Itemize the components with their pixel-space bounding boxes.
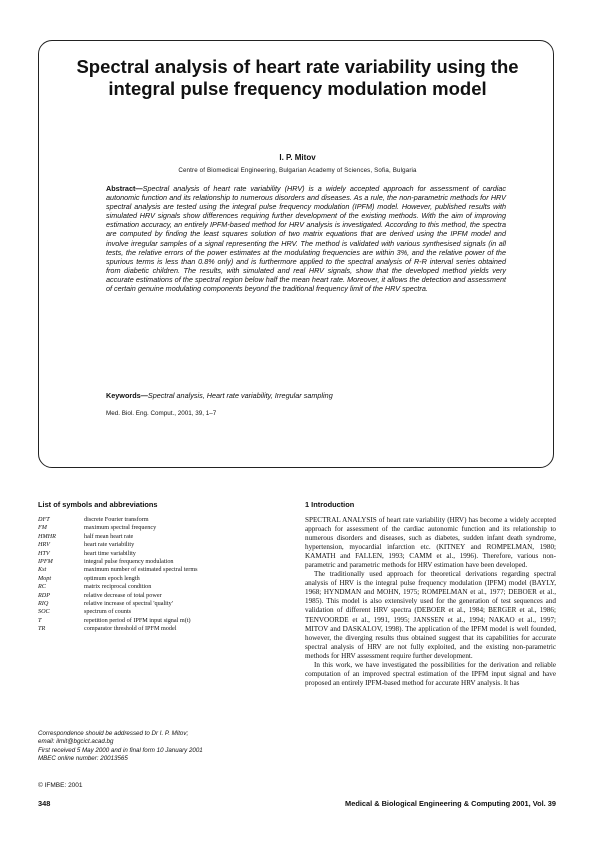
keywords-label: Keywords— (106, 391, 148, 400)
symbol-row (38, 583, 288, 591)
journal-footer: Medical & Biological Engineering & Computing 2001, Vol. 39 (345, 799, 556, 808)
correspondence-line: First received 5 May 2000 and in final form 10 January 2001 (38, 746, 203, 754)
symbol-row (38, 575, 288, 583)
symbol-definition: heart rate variability (84, 541, 135, 549)
symbol-definition: heart time variability (84, 549, 136, 557)
abstract-label: Abstract— (106, 184, 143, 193)
symbol-definition: repetition period of IPFM input signal m(t) (84, 616, 191, 624)
symbol-row (38, 550, 288, 558)
keywords-text: Spectral analysis, Heart rate variability, Irregular sampling (147, 391, 333, 400)
symbol-row (38, 566, 288, 574)
symbol-definition: relative increase of spectral 'quality' (84, 600, 173, 608)
symbol-definition: half mean heart rate (84, 532, 134, 540)
symbol-definition: maximum number of estimated spectral terms (84, 566, 198, 574)
intro-paragraph: In this work, we have investigated the possibilities for the derivation and reliable computation of an improved spectral estimation of the IPFM input signal and have proposed an entirely IPFM-based method for accurate HRV analysis. It has (305, 660, 556, 687)
symbol-definition: maximum spectral frequency (84, 524, 157, 532)
symbol-row (38, 608, 288, 616)
author: I. P. Mitov (279, 153, 316, 162)
symbol: HRV (38, 541, 50, 549)
correspondence-line: Correspondence should be addressed to Dr I. P. Mitov; (38, 730, 189, 737)
symbol: RIQ (38, 600, 49, 608)
symbol-definition: matrix reciprocal condition (84, 583, 152, 591)
symbol-row (38, 625, 288, 633)
symbol-definition: comparator threshold of IPFM model (84, 625, 177, 633)
symbol-definition: spectrum of counts (84, 608, 132, 616)
symbol: T (38, 616, 42, 624)
correspondence (38, 730, 288, 764)
intro-paragraph: The traditionally used approach for theoretical derivations regarding spectral analysis of HRV is the integral pulse frequency modulation (IPFM) model (BAYLY, 1968; HYNDMAN and MOHN, 1975; ROMPELMAN et al., 1977; DEBOER et al., 1985). This model is also extensively used for the generation of test sequences and validation of different HRV spectra (DEBOER et al., 1984; BERGER et al., 1986; TENVOORDE et al., 1991, 1995; JANSSEN et al., 1994; NAKAO et al., 1997; MITOV and DASKALOV, 1998). The application of the IPFM model is well founded, however, the diverging results thus obtained suggest that its capabilities for accurate spectral analysis of HRV are not fully exploited, and the existing non-parametric methods for HRV assessment require further development. (305, 570, 556, 660)
intro-paragraph: SPECTRAL ANALYSIS of heart rate variability (HRV) has become a widely accepted approach for assessment of the cardiac autonomic function and its relationship to numerous disorders and diseases, such as diabetes, sudden infant death syndrome, hypertension, myocardial infarction etc. (KITNEY and ROMPELMAN, 1980; KAMATH and FALLEN, 1993; CAMM et al., 1996). Therefore, various non-parametric and parametric methods for HRV estimation have been developed. (305, 516, 556, 570)
symbol: Mopt (38, 574, 52, 582)
intro-body (305, 516, 556, 688)
symbols-heading: List of symbols and abbreviations (38, 500, 158, 509)
symbol-row (38, 524, 288, 532)
abstract (106, 184, 506, 293)
symbol-row (38, 541, 288, 549)
abstract-text: Spectral analysis of heart rate variability (HRV) is a widely accepted approach for assessment of cardiac autonomic function and its relationship to numerous disorders and diseases. As a rule, the non-parametric methods for HRV spectral analysis are tested using the integral pulse frequency modulation (IPFM) model. However, published results with simulated HRV signals show differences requiring further development of the existing methods. With the aim of improving estimation accuracy, an entirely IPFM-based method for HRV analysis is investigated. According to this method, the spectra are computed by finding the least squares solution of two matrix equations that are derived using the IPFM model and involve irregular samples of a signal representing the HRV. The method is validated with various synthesised signals (in all tests, the relative errors of the power estimates at the modulating frequencies are within 3%, and the relative power of the spurious terms is less than 0.8% only) and is furthermore applied to the spectral analysis of R-R interval series obtained from diabetic children. The results, with simulated and real HRV signals, show that the developed method yields very accurate estimations of the spectral region below half the mean heart rate. Moreover, it allows the detection and assessment of certain genuine modulating components beyond the traditional frequency limit of the HRV spectra. (106, 184, 506, 294)
symbol: Kst (38, 566, 47, 574)
symbols-table (38, 516, 288, 634)
symbol-row (38, 600, 288, 608)
symbol-definition: optimum epoch length (84, 574, 140, 582)
symbol: HTV (38, 549, 50, 557)
correspondence-line: MBEC online number: 20013565 (38, 755, 128, 763)
keywords (106, 391, 506, 400)
symbol: RC (38, 583, 46, 591)
symbol: FM (38, 524, 47, 532)
symbol-row (38, 533, 288, 541)
symbol: RDP (38, 591, 51, 599)
copyright: © IFMBE: 2001 (38, 782, 83, 789)
symbol-row (38, 558, 288, 566)
symbol: TR (38, 625, 46, 633)
email[interactable]: email: ilmit@bgcict.acad.bg (38, 738, 114, 746)
symbol: DFT (38, 516, 50, 523)
affiliation: Centre of Biomedical Engineering, Bulgarian Academy of Sciences, Sofia, Bulgaria (178, 167, 417, 174)
symbol-row (38, 516, 288, 524)
symbol: HMHR (38, 532, 56, 540)
page-number: 348 (38, 799, 51, 808)
symbol-definition: discrete Fourier transform (84, 516, 149, 523)
citation: Med. Biol. Eng. Comput., 2001, 39, 1–7 (106, 410, 217, 417)
symbol-definition: relative decrease of total power (84, 591, 162, 599)
symbol: IPFM (38, 558, 53, 566)
symbol: SOC (38, 608, 50, 616)
symbol-row (38, 592, 288, 600)
symbol-definition: integral pulse frequency modulation (84, 558, 174, 566)
intro-heading: 1 Introduction (305, 500, 355, 509)
paper-title: Spectral analysis of heart rate variability using the integral pulse frequency modulation model (76, 56, 519, 99)
symbol-row (38, 617, 288, 625)
